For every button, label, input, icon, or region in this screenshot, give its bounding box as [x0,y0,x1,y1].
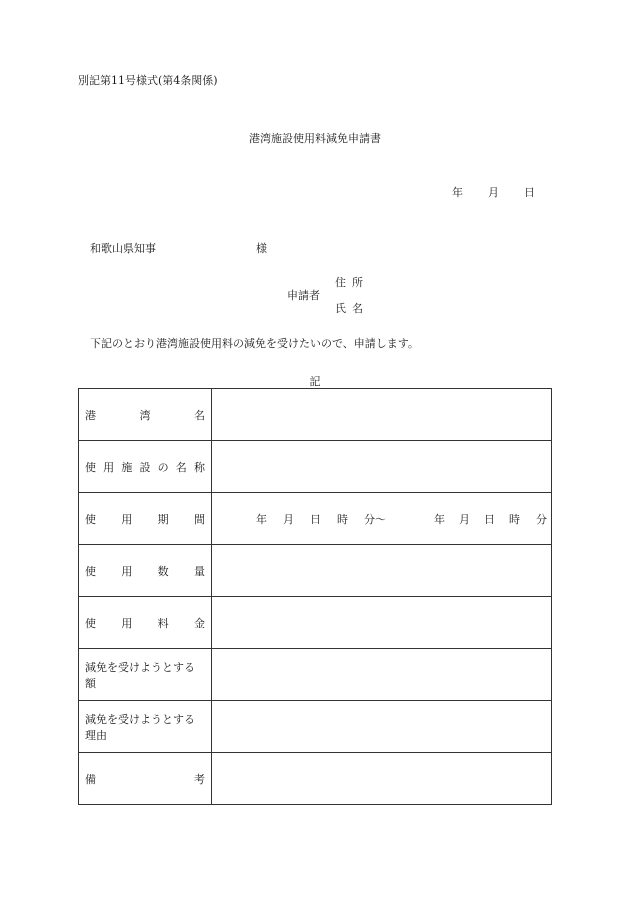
usage-period-field[interactable] [212,493,552,545]
table-row [79,389,552,441]
usage-quantity-field[interactable] [212,545,552,597]
date-month-label: 月 [488,186,499,199]
label-char: 考 [194,772,205,786]
applicant-label: 申請者 [287,289,320,302]
facility-name-field[interactable] [212,441,552,493]
label-char: 使 [85,564,96,578]
period-to-hour: 時 [509,512,520,526]
period-to-day: 日 [484,512,495,526]
period-from-month: 月 [283,512,294,526]
table-row [79,649,552,701]
period-from-day: 日 [310,512,321,526]
label-char: 名 [175,460,187,474]
document-title: 港湾施設使用料減免申請書 [249,132,381,145]
table-row [79,545,552,597]
period-to-month: 月 [459,512,470,526]
label-char: 備 [85,772,96,786]
label-char: 名 [194,408,205,422]
label-char: 湾 [139,408,151,422]
label-char: 港 [85,408,96,422]
reduction-reason-field[interactable] [212,701,552,753]
reduction-amount-label [79,649,212,701]
label-char: 使 [85,460,96,474]
harbor-name-label [79,389,212,441]
date-day-label: 日 [524,186,535,199]
address-label: 住所 [335,276,369,289]
reduction-reason-text: 減免を受けようとする理由 [85,712,195,742]
label-char: 期 [157,512,169,526]
label-char: の [157,460,169,474]
facility-name-label [79,441,212,493]
period-from-hour: 時 [337,512,348,526]
label-char: 金 [193,616,205,630]
label-char: 用 [121,616,133,630]
reduction-reason-label [79,701,212,753]
remarks-label [79,753,212,805]
label-char: 施 [121,460,133,474]
label-char: 用 [103,460,115,474]
table-row [79,701,552,753]
period-from-year: 年 [256,512,267,526]
usage-fee-field[interactable] [212,597,552,649]
form-number-label: 別記第11号様式(第4条関係) [78,74,218,87]
usage-quantity-label [79,545,212,597]
label-char: 称 [193,460,205,474]
label-char: 使 [85,512,96,526]
intro-text: 下記のとおり港湾施設使用料の減免を受けたいので、申請します。 [90,337,419,350]
period-to-year: 年 [434,512,445,526]
label-char: 量 [193,564,205,578]
label-char: 設 [139,460,151,474]
label-char: 用 [121,564,133,578]
harbor-name-field[interactable] [212,389,552,441]
name-label: 氏名 [335,302,369,315]
table-row [79,597,552,649]
label-char: 数 [157,564,169,578]
period-to-minute: 分 [536,512,547,526]
usage-period-label [79,493,212,545]
label-char: 間 [193,512,205,526]
period-from-minute: 分〜 [364,512,386,526]
usage-fee-label [79,597,212,649]
label-char: 使 [85,616,96,630]
label-char: 料 [157,616,169,630]
table-row [79,493,552,545]
ki-heading: 記 [309,375,321,388]
table-row [79,441,552,493]
date-year-label: 年 [452,186,463,199]
table-row [79,753,552,805]
detail-table [78,388,552,805]
remarks-field[interactable] [212,753,552,805]
label-char: 用 [121,512,133,526]
reduction-amount-text: 減免を受けようとする額 [85,660,195,690]
honorific: 様 [256,242,267,255]
reduction-amount-field[interactable] [212,649,552,701]
addressee: 和歌山県知事 [90,242,156,255]
